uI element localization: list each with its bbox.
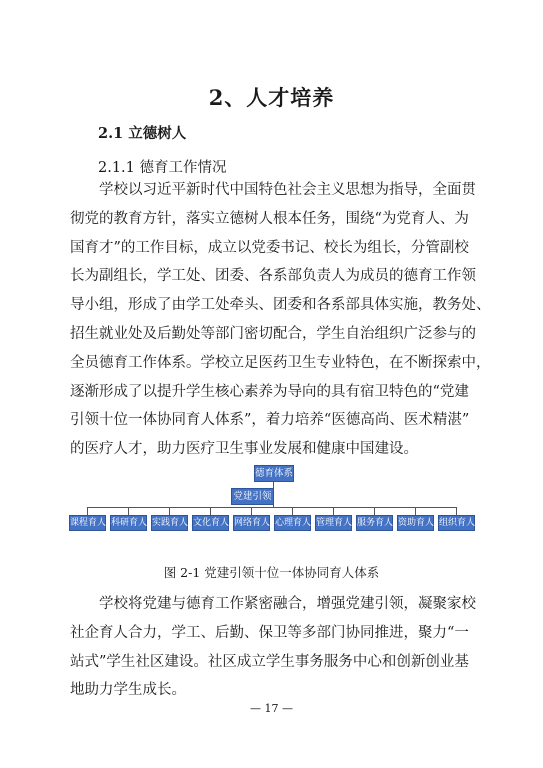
diagram-leaf-box: 科研育人 [110, 515, 147, 531]
connector-line [415, 507, 416, 515]
paragraph-line: 国育才”的工作目标，成立以党委书记、校长为组长，分管副校 [70, 239, 469, 256]
page-number: — 17 — [250, 702, 293, 715]
diagram-leaf-box: 文化育人 [192, 515, 229, 531]
paragraph-line: 学校以习近平新时代中国特色社会主义思想为指导，全面贯 [99, 182, 476, 198]
connector-line [456, 507, 457, 515]
paragraph-line: 招生就业处及后勤处等部门密切配合，学生自治组织广泛参与的 [70, 325, 476, 342]
page-heading: 2、人才培养 [208, 85, 335, 110]
connector-line [292, 507, 293, 515]
paragraph-line: 彻党的教育方针，落实立德树人根本任务，围绕“为党育人、为 [70, 210, 469, 227]
subsection-title: 2.1.1 德育工作情况 [98, 160, 227, 176]
diagram-leaf-box: 管理育人 [315, 515, 352, 531]
connector-line [273, 482, 274, 507]
diagram-leaf-box: 实践育人 [151, 515, 188, 531]
paragraph-line: 站式”学生社区建设。社区成立学生事务服务中心和创新创业基 [70, 653, 469, 670]
paragraph-line: 社企育人合力，学工、后勤、保卫等多部门协同推进，聚力“一 [70, 624, 469, 641]
paragraph-line: 长为副组长，学工处、团委、各系部负责人为成员的德育工作领 [70, 268, 476, 285]
connector-line [251, 507, 252, 515]
diagram-leaf-box: 课程育人 [69, 515, 106, 531]
diagram-leaf-box: 心理育人 [274, 515, 311, 531]
paragraph-line: 全员德育工作体系。学校立足医药卫生专业特色，在不断探索中， [70, 354, 491, 371]
diagram-leaf-box: 网络育人 [233, 515, 270, 531]
paragraph-line: 引领十位一体协同育人体系”，着力培养“医德高尚、医术精湛” [70, 412, 470, 429]
paragraph-line: 逐渐形成了以提升学生核心素养为导向的具有宿卫特色的“党建 [70, 383, 469, 400]
figure-caption: 图 2-1 党建引领十位一体协同育人体系 [163, 565, 380, 580]
diagram-leaf-box: 组织育人 [438, 515, 475, 531]
paragraph-line: 导小组，形成了由学工处牵头、团委和各系部具体实施，教务处、 [70, 297, 491, 314]
diagram-leaf-box: 资助育人 [397, 515, 434, 531]
connector-line [210, 507, 211, 515]
paragraph-2 [70, 590, 480, 705]
section-title: 2.1 立德树人 [98, 125, 187, 142]
connector-line [128, 507, 129, 515]
diagram-root-box: 德育体系 [254, 465, 294, 482]
paragraph-line: 的医疗人才，助力医疗卫生事业发展和健康中国建设。 [70, 441, 418, 458]
connector-line [87, 507, 457, 508]
paragraph-line: 学校将党建与德育工作紧密融合，增强党建引领，凝聚家校 [99, 596, 476, 612]
connector-line [169, 507, 170, 515]
diagram-middle-box: 党建引领 [231, 488, 274, 505]
paragraph-1 [70, 176, 491, 464]
paragraph-line: 地助力学生成长。 [70, 682, 186, 699]
diagram-leaf-box: 服务育人 [356, 515, 393, 531]
connector-line [374, 507, 375, 515]
connector-line [87, 507, 88, 515]
connector-line [333, 507, 334, 515]
